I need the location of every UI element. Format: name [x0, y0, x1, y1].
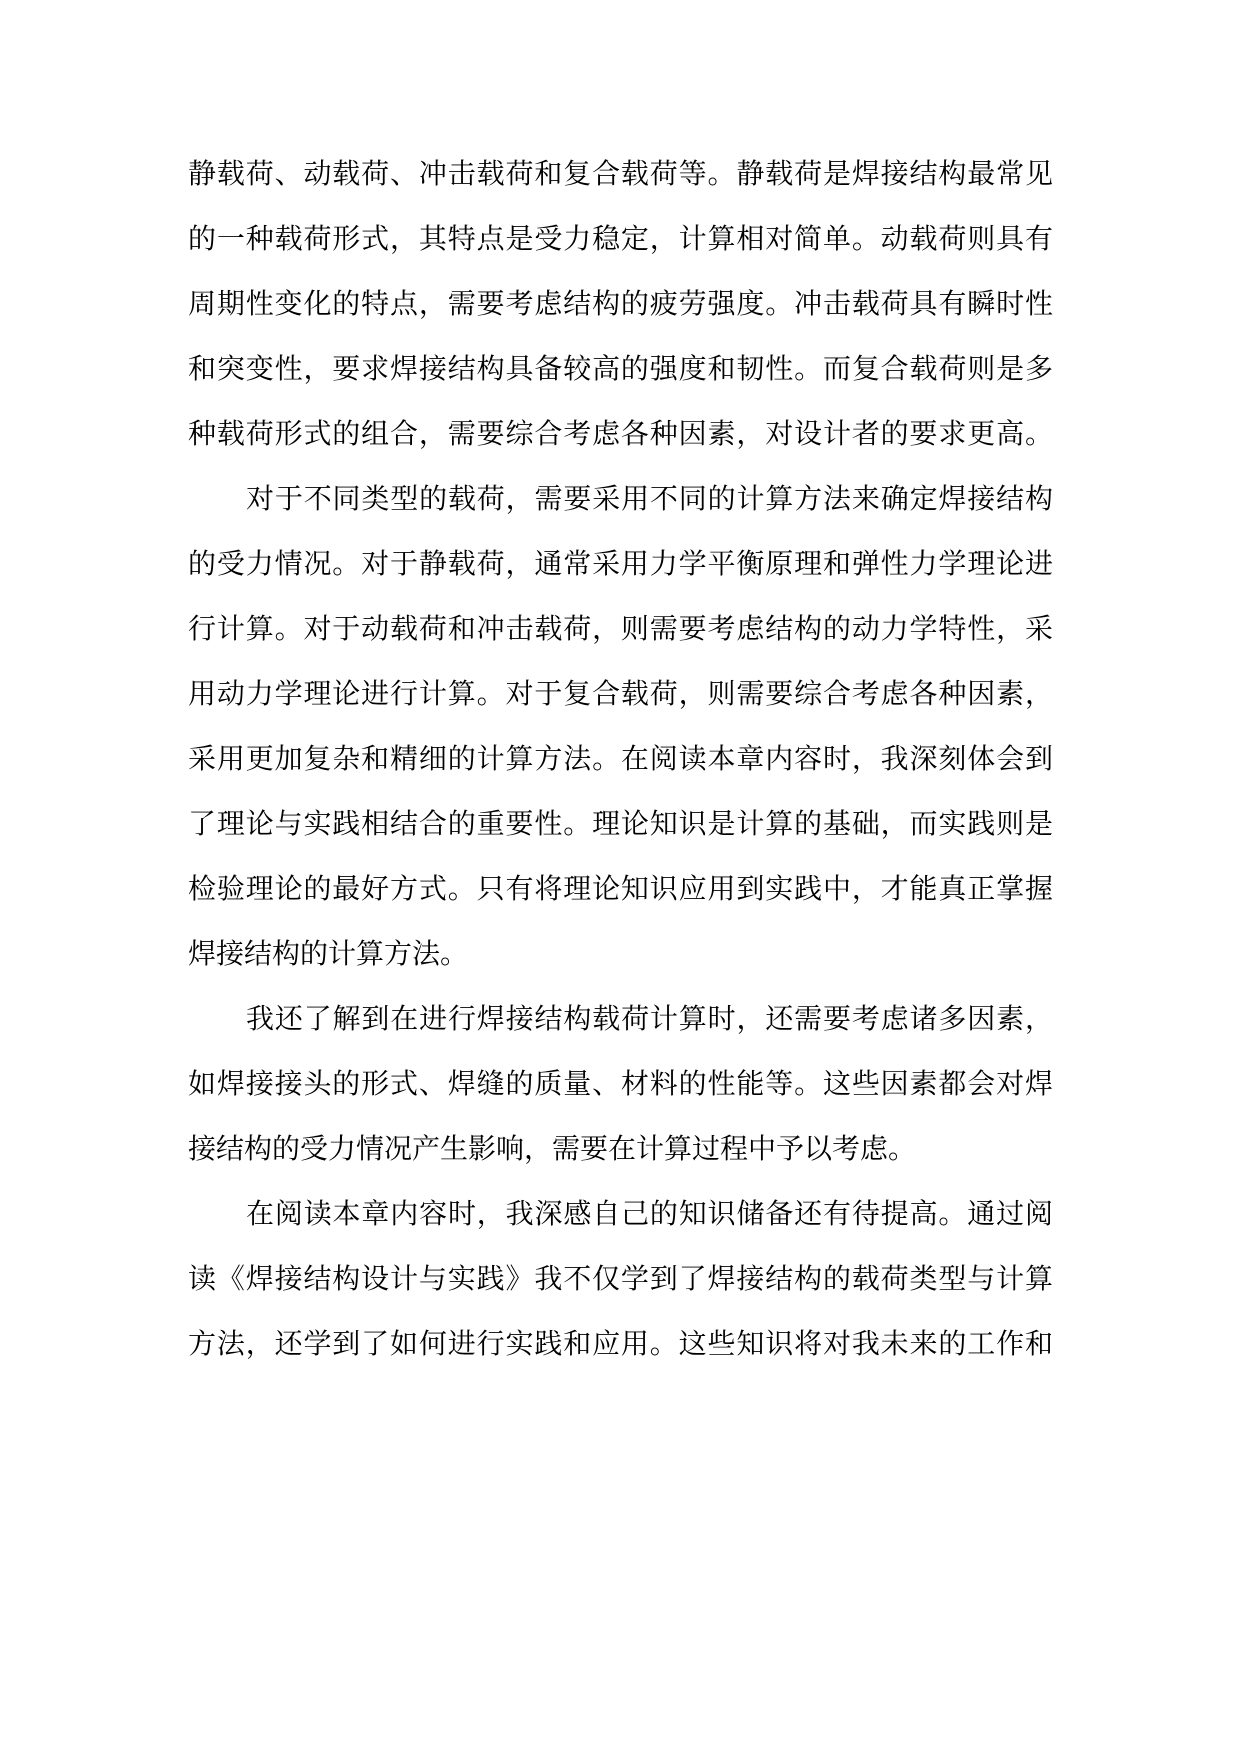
- text-line: 读《焊接结构设计与实践》我不仅学到了焊接结构的载荷类型与计算: [188, 1262, 1053, 1295]
- document-body: [188, 141, 1053, 1376]
- text-line: 我还了解到在进行焊接结构载荷计算时，还需要考虑诸多因素，: [246, 1002, 1053, 1035]
- paragraph-reflection: [188, 1181, 1053, 1376]
- text-line: 对于不同类型的载荷，需要采用不同的计算方法来确定焊接结构: [246, 482, 1053, 515]
- text-line: 焊接结构的计算方法。: [188, 937, 469, 970]
- text-line: 如焊接接头的形式、焊缝的质量、材料的性能等。这些因素都会对焊: [188, 1067, 1053, 1100]
- text-line: 和突变性，要求焊接结构具备较高的强度和韧性。而复合载荷则是多: [188, 352, 1053, 385]
- text-line: 的一种载荷形式，其特点是受力稳定，计算相对简单。动载荷则具有: [188, 222, 1053, 255]
- text-line: 采用更加复杂和精细的计算方法。在阅读本章内容时，我深刻体会到: [188, 742, 1053, 775]
- text-line: 了理论与实践相结合的重要性。理论知识是计算的基础，而实践则是: [188, 807, 1053, 840]
- text-line: 周期性变化的特点，需要考虑结构的疲劳强度。冲击载荷具有瞬时性: [188, 287, 1053, 320]
- text-line: 种载荷形式的组合，需要综合考虑各种因素，对设计者的要求更高。: [188, 417, 1053, 450]
- paragraph-influencing-factors: [188, 986, 1053, 1181]
- text-line: 在阅读本章内容时，我深感自己的知识储备还有待提高。通过阅: [246, 1197, 1053, 1230]
- paragraph-calculation-methods: [188, 466, 1053, 986]
- text-line: 接结构的受力情况产生影响，需要在计算过程中予以考虑。: [188, 1132, 917, 1165]
- text-line: 用动力学理论进行计算。对于复合载荷，则需要综合考虑各种因素，: [188, 677, 1053, 710]
- text-line: 的受力情况。对于静载荷，通常采用力学平衡原理和弹性力学理论进: [188, 547, 1053, 580]
- text-line: 方法，还学到了如何进行实践和应用。这些知识将对我未来的工作和: [188, 1327, 1053, 1360]
- paragraph-load-types: [188, 141, 1053, 466]
- text-line: 静载荷、动载荷、冲击载荷和复合载荷等。静载荷是焊接结构最常见: [188, 157, 1053, 190]
- text-line: 行计算。对于动载荷和冲击载荷，则需要考虑结构的动力学特性，采: [188, 612, 1053, 645]
- text-line: 检验理论的最好方式。只有将理论知识应用到实践中，才能真正掌握: [188, 872, 1053, 905]
